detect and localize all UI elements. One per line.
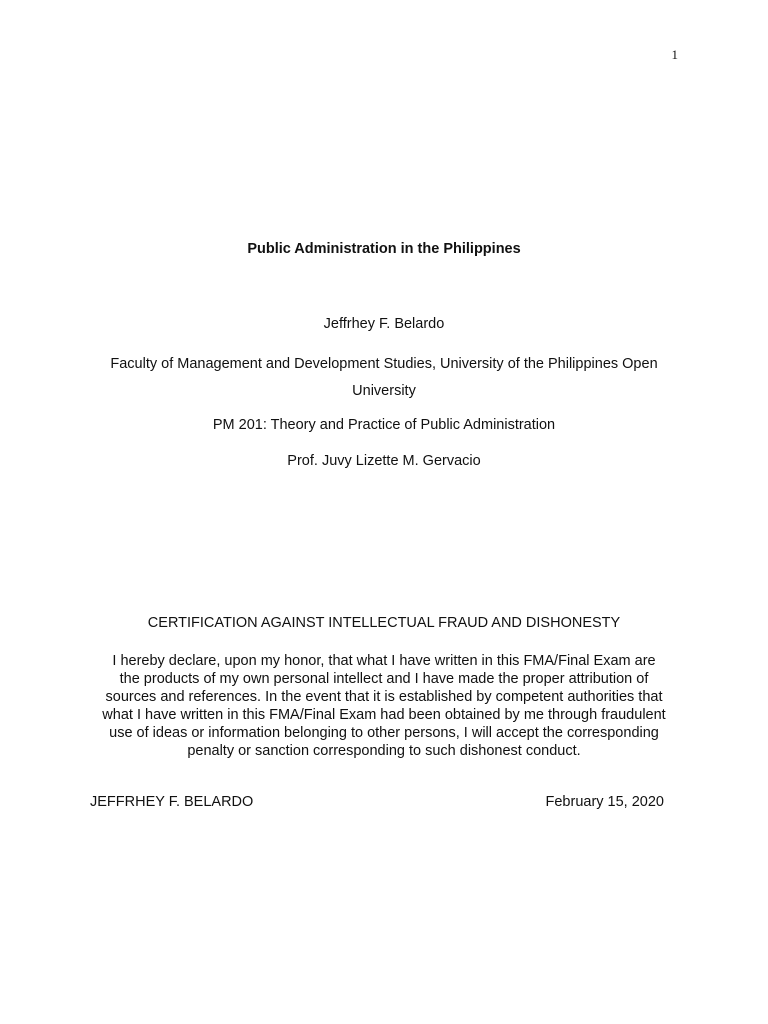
certification-line: I hereby declare, upon my honor, that what I have written in this FMA/Final Exam are bbox=[112, 653, 656, 669]
author-affiliation: Faculty of Management and Development Studies, University of the Philippines Open University bbox=[110, 356, 658, 399]
professor-name: Prof. Juvy Lizette M. Gervacio bbox=[287, 453, 481, 469]
certification-line: what I have written in this FMA/Final Exam had been obtained by me through fraudulent bbox=[102, 707, 666, 723]
document-title: Public Administration in the Philippines bbox=[247, 241, 521, 257]
certification-line: the products of my own personal intellect and I have made the proper attribution of bbox=[119, 671, 649, 687]
certification-line: use of ideas or information belonging to other persons, I will accept the corresponding bbox=[109, 725, 659, 741]
certification-line: sources and references. In the event that it is established by competent authorities that bbox=[105, 689, 663, 705]
certification-line: penalty or sanction corresponding to such dishonest conduct. bbox=[187, 743, 581, 759]
page-number: 1 bbox=[671, 47, 678, 62]
signature-date: February 15, 2020 bbox=[545, 794, 664, 810]
signatory-name: JEFFRHEY F. BELARDO bbox=[90, 794, 254, 810]
certification-body bbox=[84, 652, 684, 760]
certification-heading: CERTIFICATION AGAINST INTELLECTUAL FRAUD AND DISHONESTY bbox=[147, 615, 621, 631]
author-name: Jeffrhey F. Belardo bbox=[323, 316, 445, 332]
course-name: PM 201: Theory and Practice of Public Administration bbox=[212, 417, 556, 433]
